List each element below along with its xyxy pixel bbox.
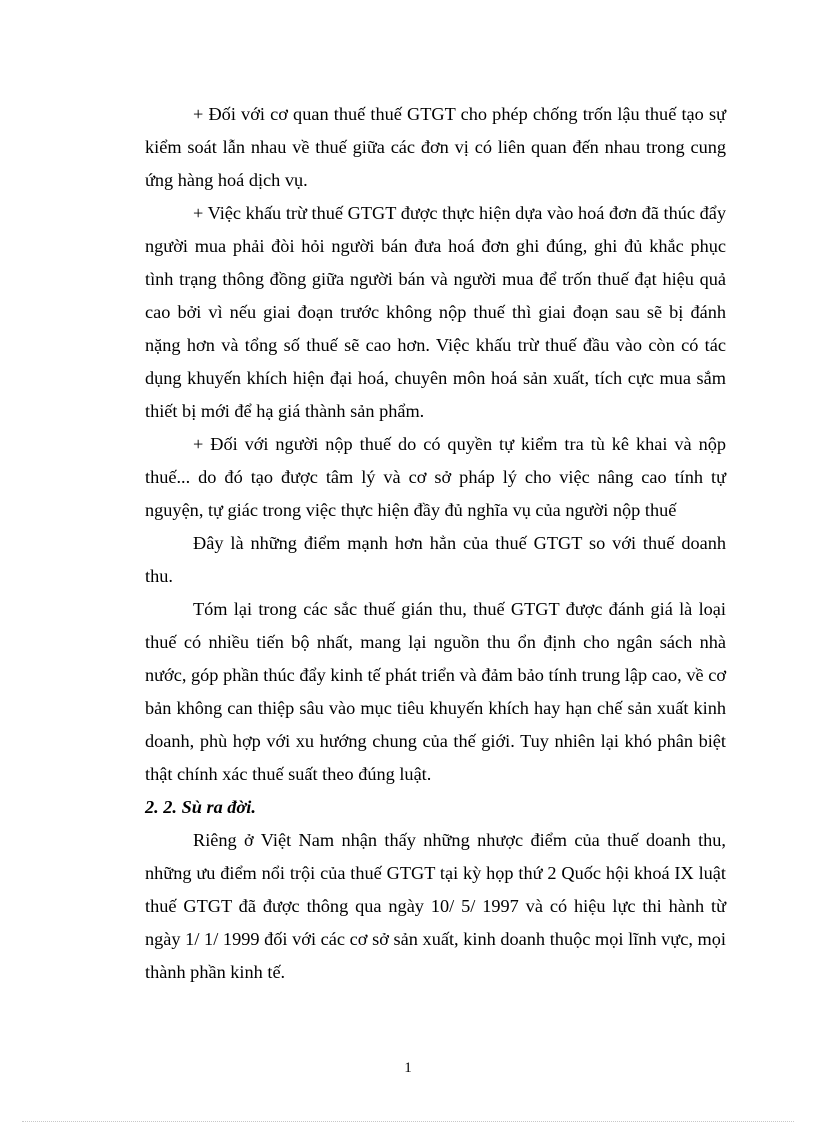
paragraph-strengths: Đây là những điểm mạnh hơn hẳn của thuế GTGT so với thuế doanh thu. — [145, 533, 726, 586]
paragraph-tax-authority: + Đối với cơ quan thuế thuế GTGT cho phép chống trốn lậu thuế tạo sự kiểm soát lẫn nhau về thuế giữa các đơn vị có liên quan đến nhau trong cung ứng hàng hoá dịch vụ. — [145, 104, 726, 190]
section-heading: 2. 2. Sù ra đời. — [145, 797, 256, 817]
page-body — [145, 98, 726, 989]
paragraph-vietnam-adoption: Riêng ở Việt Nam nhận thấy những nhược điểm của thuế doanh thu, những ưu điểm nổi trội của thuế GTGT tại kỳ họp thứ 2 Quốc hội khoá IX luật thuế GTGT đã được thông qua ngày 10/ 5/ 1997 và có hiệu lực thi hành từ ngày 1/ 1/ 1999 đối với các cơ sở sản xuất, kinh doanh thuộc mọi lĩnh vực, mọi thành phần kinh tế. — [145, 830, 726, 982]
page-bottom-edge — [22, 1121, 794, 1122]
paragraph-taxpayer: + Đối với người nộp thuế do có quyền tự kiểm tra tù kê khai và nộp thuế... do đó tạo được tâm lý và cơ sở pháp lý cho việc nâng cao tính tự nguyện, tự giác trong việc thực hiện đầy đủ nghĩa vụ của người nộp thuế — [145, 434, 726, 520]
page-number: 1 — [404, 1060, 412, 1076]
paragraph-summary: Tóm lại trong các sắc thuế gián thu, thuế GTGT được đánh giá là loại thuế có nhiều tiến bộ nhất, mang lại nguồn thu ổn định cho ngân sách nhà nước, góp phần thúc đẩy kinh tế phát triển và đảm bảo tính trung lập cao, về cơ bản không can thiệp sâu vào mục tiêu khuyến khích hay hạn chế sản xuất kinh doanh, phù hợp với xu hướng chung của thế giới. Tuy nhiên lại khó phân biệt thật chính xác thuế suất theo đúng luật. — [145, 599, 726, 784]
paragraph-input-tax-deduction: + Việc khấu trừ thuế GTGT được thực hiện dựa vào hoá đơn đã thúc đẩy người mua phải đòi hỏi người bán đưa hoá đơn ghi đúng, ghi đủ khắc phục tình trạng thông đồng giữa người bán và người mua để trốn thuế đạt hiệu quả cao bởi vì nếu giai đoạn trước không nộp thuế thì giai đoạn sau sẽ bị đánh nặng hơn và tổng số thuế sẽ cao hơn. Việc khấu trừ thuế đầu vào còn có tác dụng khuyến khích hiện đại hoá, chuyên môn hoá sản xuất, tích cực mua sắm thiết bị mới để hạ giá thành sản phẩm. — [145, 203, 726, 421]
